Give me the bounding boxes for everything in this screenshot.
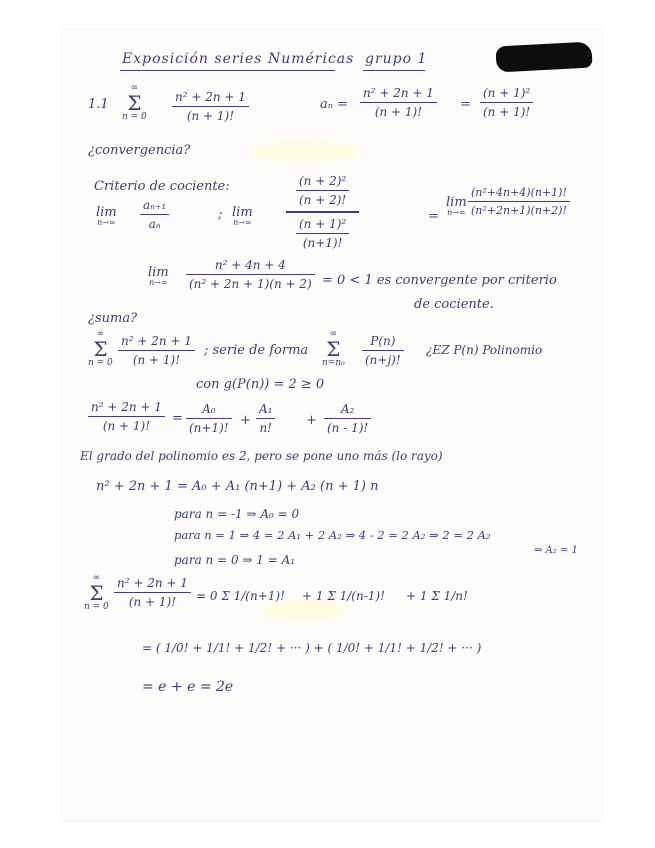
- denominator: (n + 1)!: [128, 595, 177, 609]
- numerator: n² + 2n + 1: [121, 334, 192, 348]
- limit-fraction: [186, 258, 315, 291]
- sigma-icon: Σ: [326, 337, 341, 361]
- sum-lower: n = 0: [122, 112, 147, 122]
- lim-sub: n→∞: [447, 208, 466, 217]
- denominator: aₙ: [148, 217, 161, 231]
- an-fraction: [360, 86, 437, 119]
- smudge: [260, 600, 350, 620]
- numerator: A₀: [202, 402, 216, 416]
- equals-sign: =: [172, 411, 183, 426]
- fraction-bar: [186, 274, 315, 275]
- sigma-icon: Σ: [93, 337, 108, 361]
- denominator: (n + 1)!: [483, 105, 531, 119]
- limit-4: [148, 266, 169, 287]
- problem-number: 1.1: [88, 97, 109, 112]
- polynomial-expansion: n² + 2n + 1 = A₀ + A₁ (n+1) + A₂ (n + 1) n: [96, 479, 379, 494]
- lower-numerator: (n + 1)²: [299, 216, 347, 231]
- fraction-bar: [324, 418, 371, 419]
- title-underline: [120, 70, 335, 71]
- denominator: (n + 1)!: [132, 353, 181, 367]
- degree-condition: con g(P(n)) = 2 ≥ 0: [196, 377, 325, 392]
- sum-symbol: [88, 330, 113, 368]
- sum-symbol: [84, 574, 109, 612]
- group-label: grupo 1: [365, 51, 428, 67]
- final-term-2: + 1 Σ 1/(n-1)!: [302, 589, 385, 603]
- final-term-1: = 0 Σ 1/(n+1)!: [196, 589, 285, 603]
- smudge: [250, 140, 360, 162]
- denominator: n!: [259, 421, 273, 435]
- lim-sub: n→∞: [149, 278, 168, 287]
- fraction-bar: [114, 592, 191, 593]
- sum-lower: n = 0: [88, 358, 113, 368]
- plus-sign: +: [306, 413, 317, 428]
- numerator: A₂: [340, 402, 355, 416]
- sum-symbol-general: [322, 330, 345, 368]
- ratio-expanded: [468, 186, 570, 217]
- a0-term: [186, 402, 232, 435]
- compound-fraction: [296, 174, 349, 250]
- fraction-bar: [362, 350, 404, 351]
- denominator: (n + 1)!: [102, 419, 151, 433]
- page-title: Exposición series Numéricas: [122, 51, 355, 67]
- denominator: (n - 1)!: [327, 421, 369, 435]
- convergence-result-cont: de cociente.: [414, 297, 494, 312]
- lim-text: lim: [232, 205, 253, 220]
- lim-sub: n→∞: [233, 218, 252, 227]
- denominator: (n+j)!: [365, 353, 401, 367]
- polynomial-note: ¿EZ P(n) Polinomio: [426, 343, 543, 357]
- fraction-bar: [172, 106, 249, 107]
- numerator: n² + 2n + 1: [175, 90, 246, 104]
- main-fraction-bar: [286, 211, 359, 213]
- case-n-0: para n = 0 ⇒ 1 = A₁: [174, 553, 296, 567]
- plus-sign: +: [240, 413, 251, 428]
- fraction-bar: [360, 102, 437, 103]
- a1-term: [256, 402, 275, 435]
- final-answer: = e + e = 2e: [142, 679, 234, 695]
- series-expansion: = ( 1/0! + 1/1! + 1/2! + ··· ) + ( 1/0! + 1/1! + 1/2! + ··· ): [142, 641, 482, 655]
- semicolon: ;: [218, 207, 223, 222]
- an-label: aₙ =: [320, 97, 349, 112]
- fraction-bar: [140, 214, 169, 215]
- sum-upper: ∞: [96, 329, 105, 339]
- denominator: (n+1)!: [189, 421, 229, 435]
- numerator: (n²+4n+4)(n+1)!: [471, 186, 567, 199]
- an-simplified: [480, 86, 533, 119]
- sum-lower: n = 0: [84, 602, 109, 612]
- convergence-result: = 0 < 1 es convergente por criterio: [322, 273, 557, 288]
- fraction-bar: [296, 233, 349, 234]
- lim-sub: n→∞: [97, 218, 116, 227]
- numerator: n² + 2n + 1: [117, 576, 188, 590]
- a2-term: [324, 402, 371, 435]
- fraction-bar: [480, 102, 533, 103]
- numerator: P(n): [370, 334, 396, 348]
- limit-2: [232, 206, 253, 227]
- numerator: (n + 1)²: [483, 86, 531, 100]
- ratio-fraction: [140, 198, 169, 231]
- sigma-icon: Σ: [89, 581, 104, 605]
- equals-sign: =: [428, 209, 439, 224]
- general-form: [362, 334, 404, 367]
- fraction-bar: [186, 418, 232, 419]
- case-n-1-result: ⇒ A₂ = 1: [534, 545, 578, 556]
- case-n-minus-1: para n = -1 ⇒ A₀ = 0: [174, 507, 300, 521]
- numerator: n² + 4n + 4: [214, 258, 286, 272]
- sum-symbol: [122, 84, 147, 122]
- fraction-bar: [256, 418, 275, 419]
- final-lhs: [114, 576, 191, 609]
- lim-text: lim: [96, 205, 117, 220]
- criterion-label: Criterio de cociente:: [94, 179, 230, 194]
- limit-3: [446, 196, 467, 217]
- limit-1: [96, 206, 117, 227]
- sum-upper: ∞: [130, 83, 139, 93]
- sum-upper: ∞: [329, 329, 338, 339]
- numerator: n² + 2n + 1: [91, 400, 162, 414]
- case-n-1: para n = 1 ⇒ 4 = 2 A₁ + 2 A₂ ⇒ 4 - 2 = 2 A₂ ⇒ 2 = 2 A₂: [174, 528, 491, 542]
- convergence-question: ¿convergencia?: [88, 143, 191, 158]
- upper-denominator: (n + 2)!: [299, 193, 347, 207]
- sum-upper: ∞: [92, 573, 101, 583]
- degree-note: El grado del polinomio es 2, pero se pone uno más (lo rayo): [80, 449, 443, 463]
- upper-numerator: (n + 2)²: [299, 174, 347, 188]
- series-form-text: ; serie de forma: [204, 343, 309, 358]
- sigma-icon: Σ: [127, 91, 142, 115]
- numerator: aₙ₊₁: [143, 198, 167, 212]
- series-term: [118, 334, 195, 367]
- series-term: [172, 90, 249, 123]
- fraction-bar: [296, 190, 349, 191]
- fraction-bar: [118, 350, 195, 351]
- sum-question: ¿suma?: [88, 311, 138, 326]
- lower-denominator: (n+1)!: [302, 235, 343, 250]
- numerator: A₁: [259, 402, 273, 416]
- denominator: (n + 1)!: [374, 105, 423, 119]
- final-term-3: + 1 Σ 1/n!: [406, 589, 468, 603]
- group-underline: [363, 70, 425, 71]
- redacted-name: [495, 42, 592, 73]
- fraction-bar: [88, 416, 165, 417]
- decomp-lhs: [88, 400, 165, 433]
- equals-sign: =: [460, 97, 471, 112]
- sum-lower: n=n₀: [322, 358, 345, 368]
- denominator: (n²+2n+1)(n+2)!: [471, 204, 567, 217]
- denominator: (n + 1)!: [186, 109, 235, 123]
- fraction-bar: [468, 201, 570, 202]
- denominator: (n² + 2n + 1)(n + 2): [189, 277, 312, 291]
- lim-text: lim: [148, 265, 169, 280]
- lim-text: lim: [446, 195, 467, 210]
- numerator: n² + 2n + 1: [363, 86, 434, 100]
